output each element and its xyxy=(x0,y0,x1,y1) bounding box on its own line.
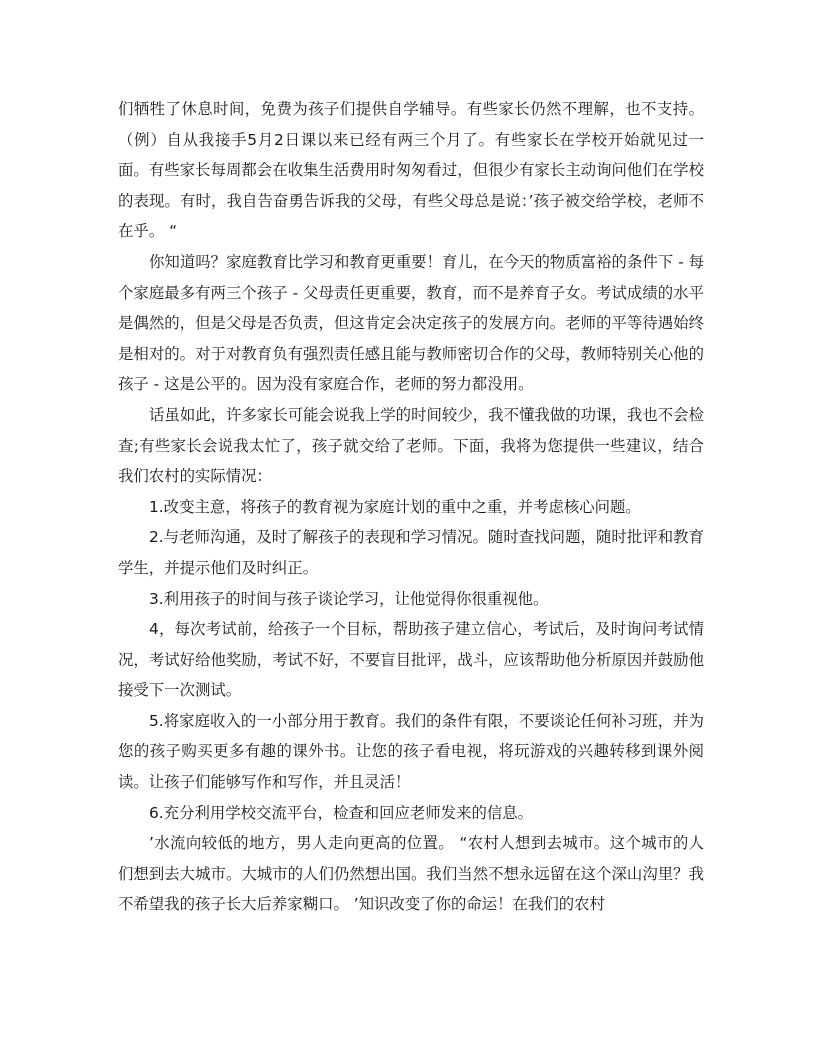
list-item: 4，每次考试前，给孩子一个目标，帮助孩子建立信心，考试后，及时询问考试情况，考试好给他奖励，考试不好，不要盲目批评，战斗，应该帮助他分析原因并鼓励他接受下一次测试。 xyxy=(118,620,704,700)
paragraph-closing: ’水流向较低的地方，男人走向更高的位置。 “农村人想到去城市。这个城市的人们想到去大城市。大城市的人们仍然想出国。我们当然不想永远留在这个深山沟里？我不希望我的孩子长大后养家糊口。 ’知识改变了你的命运！在我们的农村 xyxy=(118,834,704,914)
list-item: 1.改变主意，将孩子的教育视为家庭计划的重中之重，并考虑核心问题。 xyxy=(149,497,641,516)
paragraph-suggestions-intro: 话虽如此，许多家长可能会说我上学的时间较少，我不懂我做的功课，我也不会检查;有些家长会说我太忙了，孩子就交给了老师。下面，我将为您提供一些建议，结合我们农村的实际情况： xyxy=(118,405,704,486)
list-item: 6.充分利用学校交流平台，检查和回应老师发来的信息。 xyxy=(149,803,534,822)
document-body xyxy=(118,94,704,920)
paragraph-family-education: 你知道吗？家庭教育比学习和教育更重要！育儿，在今天的物质富裕的条件下 - 每个家庭最多有两三个孩子 - 父母责任更重要，教育，而不是养育子女。考试成绩的水平是偶然的，但是父母是否负责，但这肯定会决定孩子的发展方向。老师的平等待遇始终是相对的。对于对教育负有强烈责任感且能与教师密切合作的父母，教师特别关心他的孩子 - 这是公平的。因为没有家庭合作，老师的努力都没用。 xyxy=(118,252,704,394)
list-item: 3.利用孩子的时间与孩子谈论学习，让他觉得你很重视他。 xyxy=(149,589,549,608)
paragraph-intro: 们牺牲了休息时间，免费为孩子们提供自学辅导。有些家长仍然不理解，也不支持。（例）自从我接手5月2日课以来已经有两三个月了。有些家长在学校开始就见过一面。有些家长每周都会在收集生活费用时匆匆看过，但很少有家长主动询问他们在学校的表现。有时，我自告奋勇告诉我的父母，有些父母总是说：’孩子被交给学校，老师不在乎。 “ xyxy=(118,100,704,241)
list-item: 5.将家庭收入的一小部分用于教育。我们的条件有限，不要谈论任何补习班，并为您的孩子购买更多有趣的课外书。让您的孩子看电视，将玩游戏的兴趣转移到课外阅读。让孩子们能够写作和写作，并且灵活！ xyxy=(118,711,704,792)
list-item: 2.与老师沟通，及时了解孩子的表现和学习情况。随时查找问题，随时批评和教育学生，并提示他们及时纠正。 xyxy=(118,528,704,577)
